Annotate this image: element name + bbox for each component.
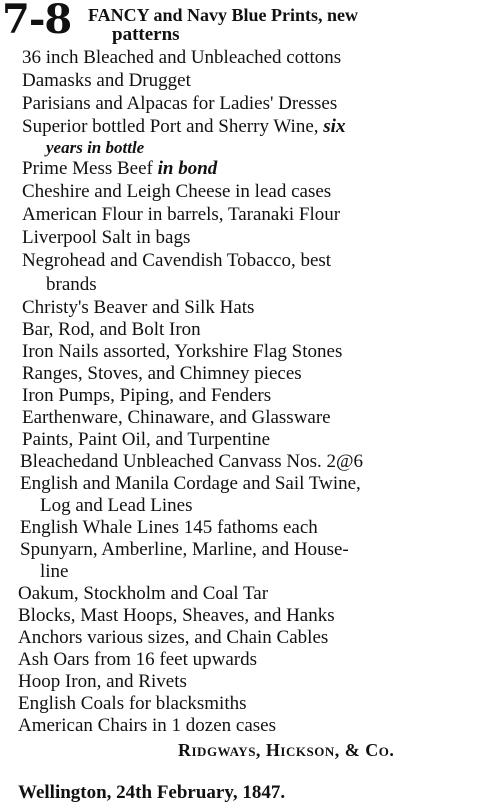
item-text: Parisians and Alpacas for Ladies' Dresses <box>22 93 338 114</box>
item-text: Cheshire and Leigh Cheese in lead cases <box>22 181 332 202</box>
list-item <box>18 583 268 605</box>
item-text: Blocks, Mast Hoops, Sheaves, and Hanks <box>18 605 335 626</box>
list-item <box>18 671 187 693</box>
item-text: American Chairs in 1 dozen cases <box>18 715 276 736</box>
item-text: Bar, Rod, and Bolt Iron <box>22 319 201 340</box>
list-item <box>22 70 191 92</box>
list-item <box>88 4 358 26</box>
item-continuation-text: brands <box>46 274 97 295</box>
item-text: American Flour in barrels, Taranaki Flour <box>22 204 341 225</box>
list-item <box>22 341 342 363</box>
list-item <box>20 473 361 495</box>
item-text: Ranges, Stoves, and Chimney pieces <box>22 363 302 384</box>
list-item-continuation <box>46 274 97 296</box>
list-item <box>22 363 302 385</box>
item-text: Superior bottled Port and Sherry Wine, <box>22 116 324 137</box>
list-item <box>18 605 335 627</box>
list-item <box>20 539 349 561</box>
item-text: Spunyarn, Amberline, Marline, and House- <box>20 539 349 560</box>
list-item-continuation <box>46 137 144 159</box>
item-text: Ash Oars from 16 feet upwards <box>18 649 258 670</box>
item-text: Oakum, Stockholm and Coal Tar <box>18 583 269 604</box>
item-text: FANCY and Navy Blue Prints, new <box>88 5 359 25</box>
lot-number: 7-8 <box>2 0 72 43</box>
list-item <box>20 517 318 539</box>
list-item <box>18 693 247 715</box>
list-item <box>22 181 331 203</box>
list-item <box>18 715 276 737</box>
list-item-continuation <box>112 24 180 46</box>
item-text: Hoop Iron, and Rivets <box>18 671 187 692</box>
item-text: Negrohead and Cavendish Tobacco, best <box>22 250 332 271</box>
item-text: Prime Mess Beef <box>22 158 158 179</box>
item-continuation-text: line <box>40 561 69 582</box>
list-item-continuation <box>40 561 69 583</box>
item-continuation-text: Log and Lead Lines <box>40 495 193 516</box>
item-text: Iron Nails assorted, Yorkshire Flag Stones <box>22 341 343 362</box>
list-item <box>18 649 257 671</box>
item-text: 36 inch Bleached and Unbleached cottons <box>22 47 342 68</box>
list-item <box>22 319 201 341</box>
item-text: Anchors various sizes, and Chain Cables <box>18 627 329 648</box>
list-item-continuation <box>40 495 192 517</box>
list-item <box>22 158 217 180</box>
item-continuation-text: years in bottle <box>46 138 145 157</box>
item-text: English and Manila Cordage and Sail Twine, <box>20 473 361 494</box>
list-item <box>22 250 331 272</box>
item-text: Liverpool Salt in bags <box>22 227 191 248</box>
list-item <box>22 116 345 138</box>
item-italic-text: in bond <box>157 158 218 179</box>
list-item <box>22 297 254 319</box>
item-text: Earthenware, Chinaware, and Glassware <box>22 407 331 428</box>
item-text: Iron Pumps, Piping, and Fenders <box>22 385 272 406</box>
list-item <box>18 627 328 649</box>
list-item <box>22 204 340 226</box>
list-item <box>22 227 190 249</box>
list-item <box>20 451 363 473</box>
item-italic-text: six <box>323 116 346 137</box>
list-item <box>22 429 270 451</box>
item-text: Damasks and Drugget <box>22 70 191 91</box>
list-item <box>22 47 341 69</box>
list-item <box>22 93 337 115</box>
merchant-signature: Ridgways, Hickson, & Co. <box>178 740 395 760</box>
item-text: Paints, Paint Oil, and Turpentine <box>22 429 271 450</box>
item-text: English Whale Lines 145 fathoms each <box>20 517 318 538</box>
item-text: Bleachedand Unbleached Canvass Nos. 2@6 <box>20 451 364 472</box>
list-item <box>22 385 271 407</box>
item-text: English Coals for blacksmiths <box>18 693 247 714</box>
dateline: Wellington, 24th February, 1847. <box>18 782 286 803</box>
list-item <box>22 407 331 429</box>
item-text: Christy's Beaver and Silk Hats <box>22 297 255 318</box>
item-continuation-text: patterns <box>112 24 180 45</box>
